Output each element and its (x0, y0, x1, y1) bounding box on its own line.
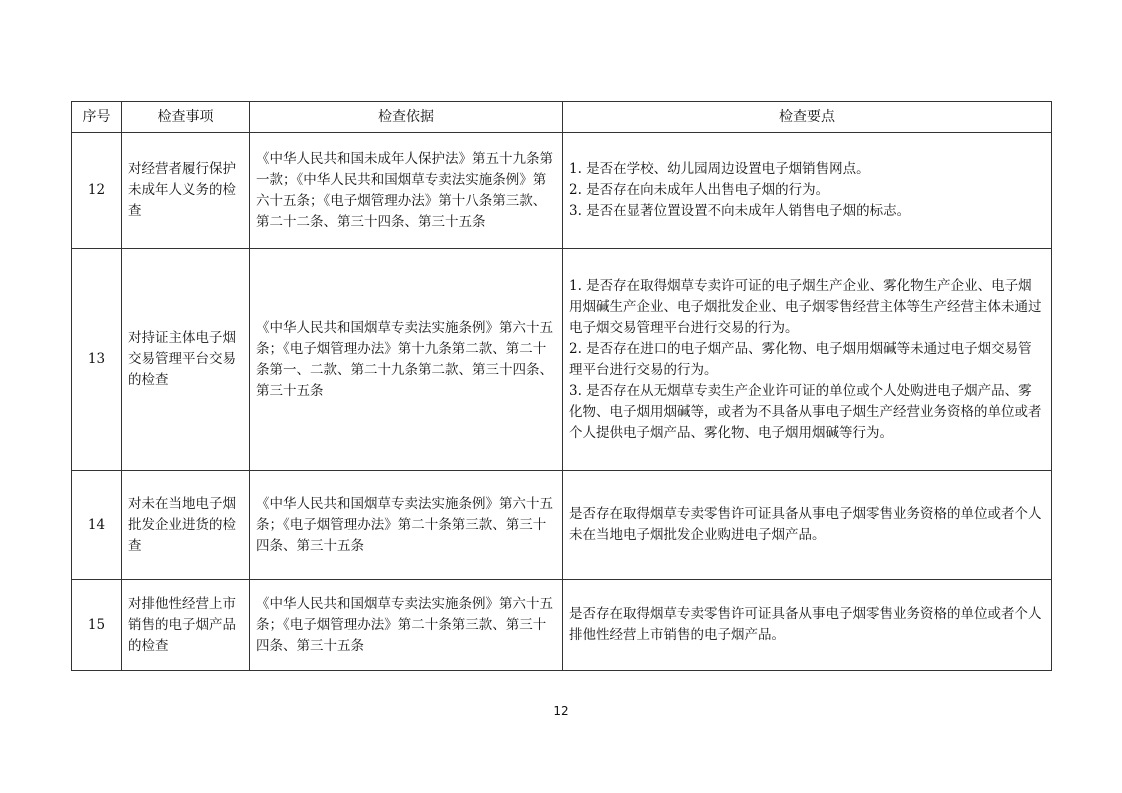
row-points (563, 471, 1052, 580)
header-basis: 检查依据 (250, 102, 563, 133)
table-row (72, 133, 1052, 249)
header-points: 检查要点 (563, 102, 1052, 133)
row-points (563, 580, 1052, 671)
point-item: 1. 是否存在取得烟草专卖许可证的电子烟生产企业、雾化物生产企业、电子烟用烟碱生产企业、电子烟批发企业、电子烟零售经营主体等生产经营主体未通过电子烟交易管理平台进行交易的行为。 (569, 277, 1042, 336)
row-seq: 12 (72, 133, 122, 249)
point-item: 是否存在取得烟草专卖零售许可证具备从事电子烟零售业务资格的单位或者个人未在当地电子烟批发企业购进电子烟产品。 (569, 506, 1042, 543)
row-basis: 《中华人民共和国烟草专卖法实施条例》第六十五条；《电子烟管理办法》第二十条第三款、第三十四条、第三十五条 (250, 471, 563, 580)
point-item: 3. 是否在显著位置设置不向未成年人销售电子烟的标志。 (569, 203, 911, 219)
point-item: 1. 是否在学校、幼儿园周边设置电子烟销售网点。 (569, 161, 870, 177)
table-row (72, 471, 1052, 580)
row-points (563, 249, 1052, 471)
table-header-row (72, 102, 1052, 133)
row-seq: 13 (72, 249, 122, 471)
page-number: 12 (553, 704, 569, 718)
row-item: 对未在当地电子烟批发企业进货的检查 (122, 471, 250, 580)
header-item: 检查事项 (122, 102, 250, 133)
row-basis: 《中华人民共和国未成年人保护法》第五十九条第一款；《中华人民共和国烟草专卖法实施条例》第六十五条；《电子烟管理办法》第十八条第三款、第二十二条、第三十四条、第三十五条 (250, 133, 563, 249)
header-seq: 序号 (72, 102, 122, 133)
table-row (72, 249, 1052, 471)
row-basis: 《中华人民共和国烟草专卖法实施条例》第六十五条；《电子烟管理办法》第二十条第三款、第三十四条、第三十五条 (250, 580, 563, 671)
point-item: 是否存在取得烟草专卖零售许可证具备从事电子烟零售业务资格的单位或者个人排他性经营上市销售的电子烟产品。 (569, 606, 1042, 643)
point-item: 2. 是否存在向未成年人出售电子烟的行为。 (569, 182, 830, 198)
table-row (72, 580, 1052, 671)
row-item: 对排他性经营上市销售的电子烟产品的检查 (122, 580, 250, 671)
row-item: 对经营者履行保护未成年人义务的检查 (122, 133, 250, 249)
inspection-table (71, 101, 1052, 671)
point-item: 3. 是否存在从无烟草专卖生产企业许可证的单位或个人处购进电子烟产品、雾化物、电子烟用烟碱等，或者为不具备从事电子烟生产经营业务资格的单位或者个人提供电子烟产品、雾化物、电子烟用烟碱等行为。 (569, 382, 1042, 441)
row-points (563, 133, 1052, 249)
row-item: 对持证主体电子烟交易管理平台交易的检查 (122, 249, 250, 471)
row-seq: 14 (72, 471, 122, 580)
row-seq: 15 (72, 580, 122, 671)
point-item: 2. 是否存在进口的电子烟产品、雾化物、电子烟用烟碱等未通过电子烟交易管理平台进行交易的行为。 (569, 340, 1032, 378)
row-basis: 《中华人民共和国烟草专卖法实施条例》第六十五条；《电子烟管理办法》第十九条第二款、第二十条第一、二款、第二十九条第二款、第三十四条、第三十五条 (250, 249, 563, 471)
